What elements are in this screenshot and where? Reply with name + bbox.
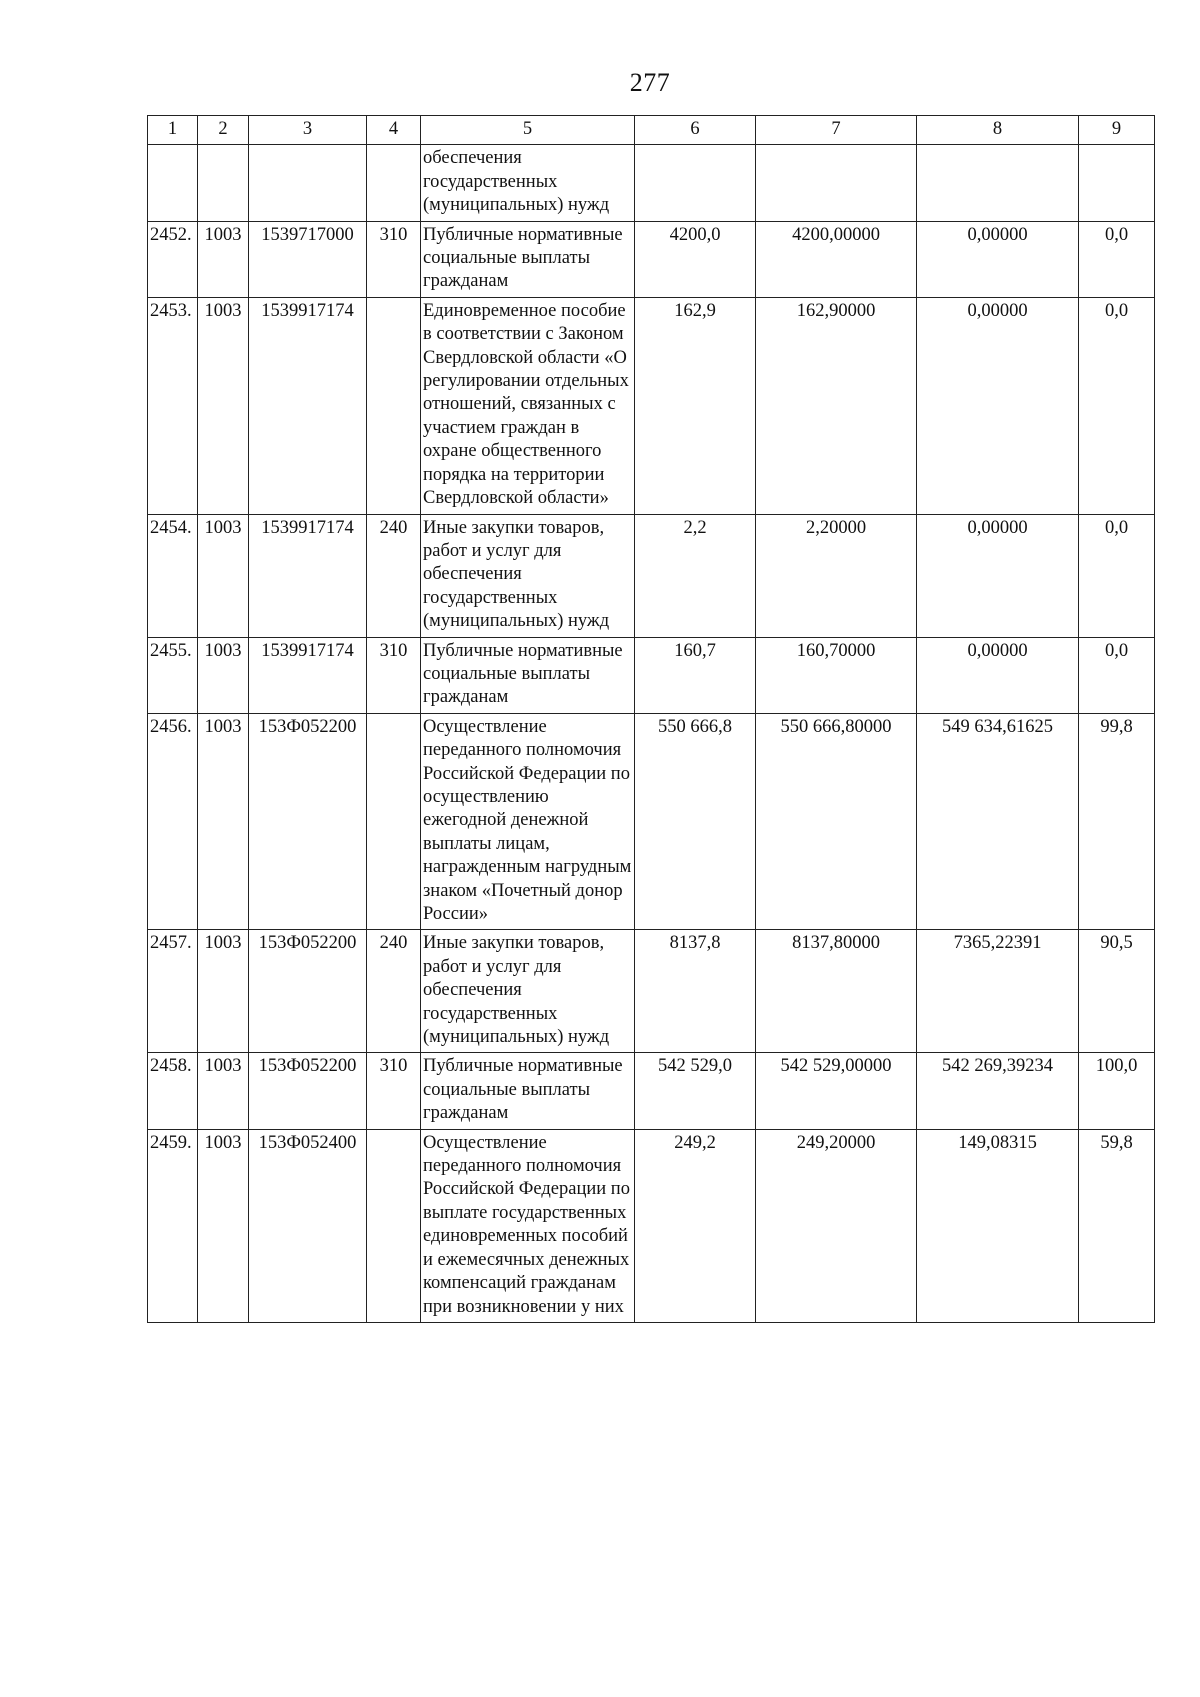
header-col-8: 8 xyxy=(917,116,1079,145)
item-name: обеспечения государственных (муниципальных) нужд xyxy=(421,145,635,221)
execution-percent: 99,8 xyxy=(1079,713,1155,930)
limit-amount: 162,90000 xyxy=(756,297,917,514)
section-code: 1003 xyxy=(198,221,249,297)
row-number: 2458. xyxy=(148,1053,198,1129)
section-code: 1003 xyxy=(198,297,249,514)
expense-type-code xyxy=(367,145,421,221)
row-number xyxy=(148,145,198,221)
approved-amount xyxy=(635,145,756,221)
table-row xyxy=(148,514,1155,637)
expense-type-code xyxy=(367,1129,421,1322)
target-article-code: 1539717000 xyxy=(249,221,367,297)
table-row xyxy=(148,1129,1155,1322)
section-code xyxy=(198,145,249,221)
table-row xyxy=(148,637,1155,713)
header-col-9: 9 xyxy=(1079,116,1155,145)
table-row xyxy=(148,1053,1155,1129)
limit-amount: 542 529,00000 xyxy=(756,1053,917,1129)
execution-percent xyxy=(1079,145,1155,221)
expense-type-code: 240 xyxy=(367,514,421,637)
executed-amount: 549 634,61625 xyxy=(917,713,1079,930)
table-body xyxy=(148,145,1155,1323)
execution-percent: 0,0 xyxy=(1079,297,1155,514)
execution-percent: 0,0 xyxy=(1079,514,1155,637)
target-article-code: 153Ф052400 xyxy=(249,1129,367,1322)
expense-type-code: 310 xyxy=(367,221,421,297)
approved-amount: 162,9 xyxy=(635,297,756,514)
row-number: 2455. xyxy=(148,637,198,713)
table-row xyxy=(148,297,1155,514)
header-col-3: 3 xyxy=(249,116,367,145)
limit-amount: 8137,80000 xyxy=(756,930,917,1053)
limit-amount: 2,20000 xyxy=(756,514,917,637)
approved-amount: 4200,0 xyxy=(635,221,756,297)
target-article-code: 1539917174 xyxy=(249,637,367,713)
item-name: Публичные нормативные социальные выплаты гражданам xyxy=(421,221,635,297)
approved-amount: 8137,8 xyxy=(635,930,756,1053)
approved-amount: 550 666,8 xyxy=(635,713,756,930)
limit-amount: 160,70000 xyxy=(756,637,917,713)
header-col-7: 7 xyxy=(756,116,917,145)
limit-amount: 4200,00000 xyxy=(756,221,917,297)
executed-amount: 149,08315 xyxy=(917,1129,1079,1322)
item-name: Осуществление переданного полномочия Российской Федерации по выплате государственных единовременных пособий и ежемесячных денежных компенсаций гражданам при возникновении у них xyxy=(421,1129,635,1322)
table-row xyxy=(148,221,1155,297)
expense-type-code: 240 xyxy=(367,930,421,1053)
execution-percent: 100,0 xyxy=(1079,1053,1155,1129)
row-number: 2457. xyxy=(148,930,198,1053)
expense-type-code xyxy=(367,713,421,930)
approved-amount: 542 529,0 xyxy=(635,1053,756,1129)
approved-amount: 249,2 xyxy=(635,1129,756,1322)
item-name: Единовременное пособие в соответствии с Законом Свердловской области «О регулировании отдельных отношений, связанных с участием граждан в охране общественного порядка на территории Свердловской области» xyxy=(421,297,635,514)
header-col-2: 2 xyxy=(198,116,249,145)
table-row xyxy=(148,930,1155,1053)
item-name: Публичные нормативные социальные выплаты гражданам xyxy=(421,1053,635,1129)
executed-amount: 7365,22391 xyxy=(917,930,1079,1053)
section-code: 1003 xyxy=(198,514,249,637)
section-code: 1003 xyxy=(198,1129,249,1322)
row-number: 2452. xyxy=(148,221,198,297)
approved-amount: 160,7 xyxy=(635,637,756,713)
item-name: Иные закупки товаров, работ и услуг для обеспечения государственных (муниципальных) нужд xyxy=(421,514,635,637)
expense-type-code xyxy=(367,297,421,514)
section-code: 1003 xyxy=(198,1053,249,1129)
section-code: 1003 xyxy=(198,637,249,713)
table-row xyxy=(148,713,1155,930)
target-article-code: 153Ф052200 xyxy=(249,713,367,930)
page-number: 277 xyxy=(629,68,671,97)
target-article-code: 153Ф052200 xyxy=(249,1053,367,1129)
executed-amount xyxy=(917,145,1079,221)
executed-amount: 0,00000 xyxy=(917,221,1079,297)
header-col-1: 1 xyxy=(148,116,198,145)
execution-percent: 59,8 xyxy=(1079,1129,1155,1322)
item-name: Иные закупки товаров, работ и услуг для обеспечения государственных (муниципальных) нужд xyxy=(421,930,635,1053)
header-col-4: 4 xyxy=(367,116,421,145)
budget-table xyxy=(147,115,1155,1323)
section-code: 1003 xyxy=(198,713,249,930)
header-col-6: 6 xyxy=(635,116,756,145)
executed-amount: 0,00000 xyxy=(917,297,1079,514)
row-number: 2456. xyxy=(148,713,198,930)
approved-amount: 2,2 xyxy=(635,514,756,637)
section-code: 1003 xyxy=(198,930,249,1053)
executed-amount: 0,00000 xyxy=(917,637,1079,713)
header-col-5: 5 xyxy=(421,116,635,145)
expense-type-code: 310 xyxy=(367,1053,421,1129)
execution-percent: 90,5 xyxy=(1079,930,1155,1053)
limit-amount: 249,20000 xyxy=(756,1129,917,1322)
executed-amount: 542 269,39234 xyxy=(917,1053,1079,1129)
header-row xyxy=(148,116,1155,145)
table-header xyxy=(148,116,1155,145)
executed-amount: 0,00000 xyxy=(917,514,1079,637)
row-number: 2453. xyxy=(148,297,198,514)
limit-amount: 550 666,80000 xyxy=(756,713,917,930)
expense-type-code: 310 xyxy=(367,637,421,713)
row-number: 2459. xyxy=(148,1129,198,1322)
target-article-code: 153Ф052200 xyxy=(249,930,367,1053)
target-article-code xyxy=(249,145,367,221)
target-article-code: 1539917174 xyxy=(249,297,367,514)
table-row xyxy=(148,145,1155,221)
item-name: Публичные нормативные социальные выплаты гражданам xyxy=(421,637,635,713)
limit-amount xyxy=(756,145,917,221)
row-number: 2454. xyxy=(148,514,198,637)
execution-percent: 0,0 xyxy=(1079,637,1155,713)
item-name: Осуществление переданного полномочия Российской Федерации по осуществлению ежегодной денежной выплаты лицам, награжденным нагрудным знаком «Почетный донор России» xyxy=(421,713,635,930)
target-article-code: 1539917174 xyxy=(249,514,367,637)
execution-percent: 0,0 xyxy=(1079,221,1155,297)
